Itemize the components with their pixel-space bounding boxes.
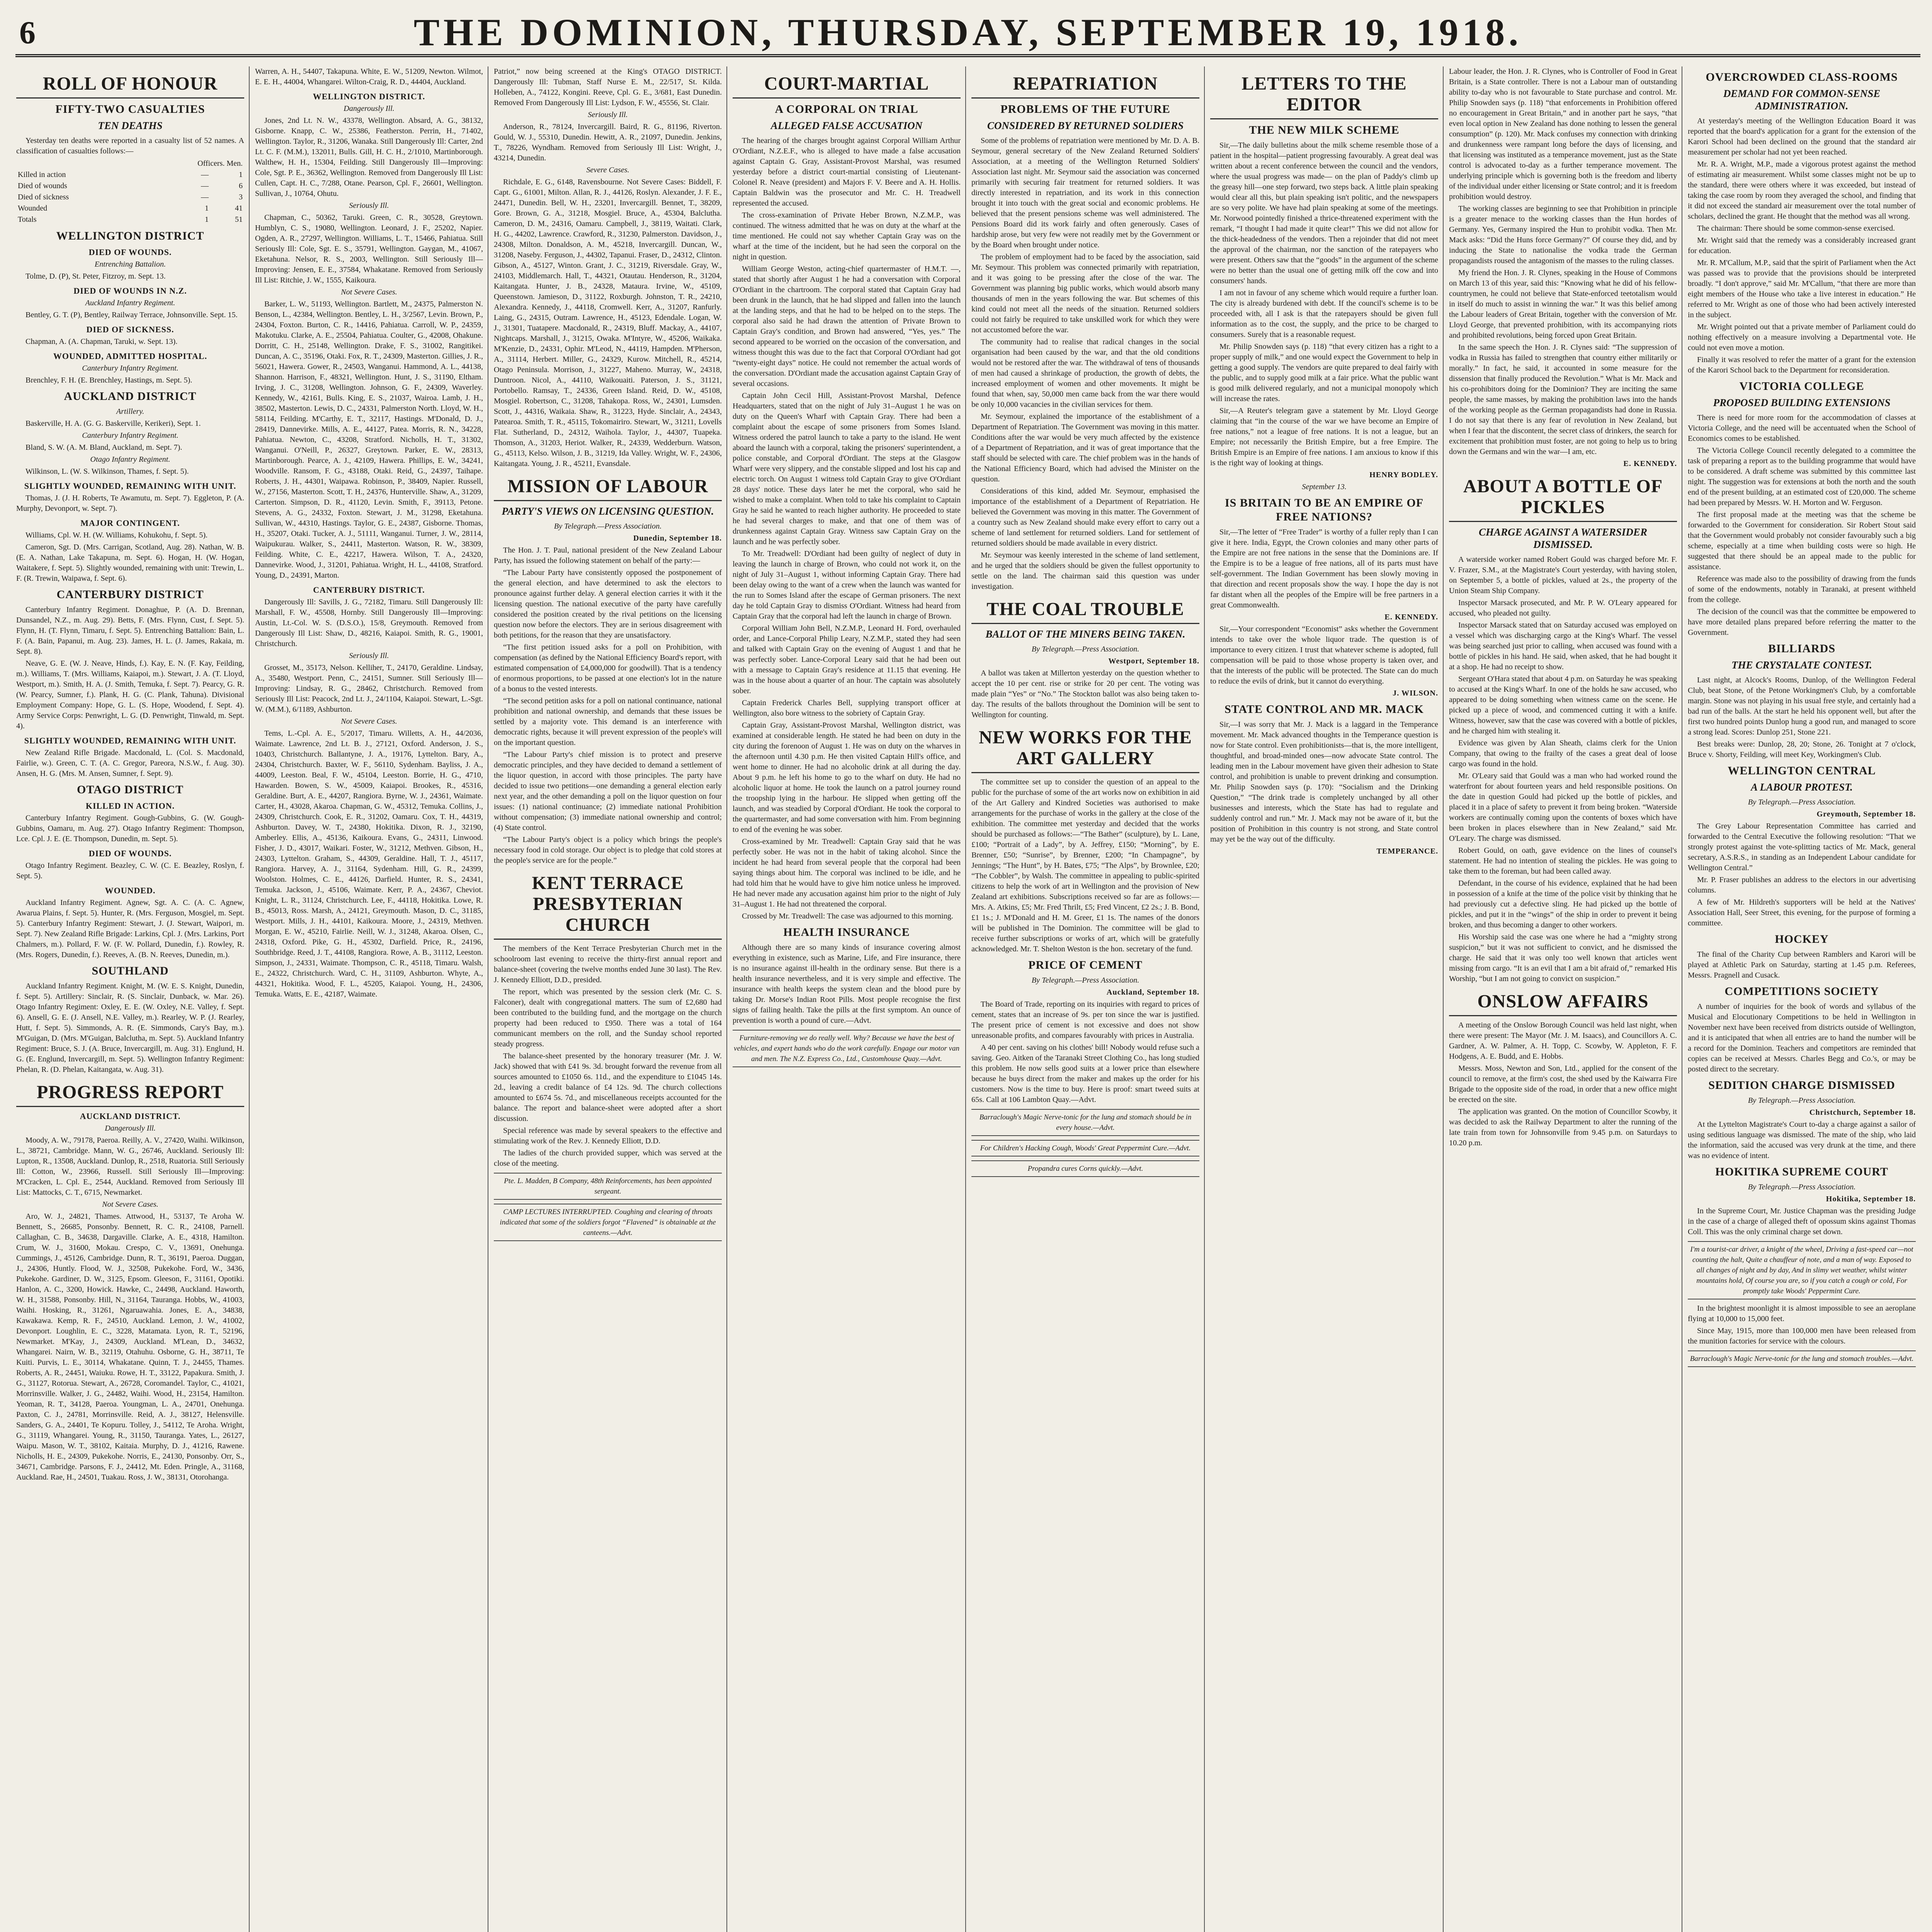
article-subheadline: DEMAND FOR COMMON-SENSE ADMINISTRATION. xyxy=(1723,88,1881,112)
casualty-entry: Thomas, J. (J. H. Roberts, Te Awamutu, m. Sept. 7). Eggleton, P. (A. Murphy, Devonport, w. Sept. 7). xyxy=(16,494,244,513)
column-rule xyxy=(249,66,250,1932)
tally-label: Wounded xyxy=(18,204,48,213)
dateline: Auckland, September 18. xyxy=(1106,988,1199,997)
article-paragraph: The hearing of the charges brought against Corporal William Arthur O'Ordiant, N.Z.E.F., who is alleged to have made a false accusation against Captain G. Gray, Assistant-Provost Marshal, was resumed yesterday before a district court-martial consisting of Lieutenant-Colonel R. Neave (president) and Majors F. V. Beere and A. H. Hollis. Captain Baldwin was the prosecutor and Mr. C. H. Treadwell represented the accused. xyxy=(733,136,961,207)
casualty-entry: Baskerville, H. A. (G. G. Baskerville, Kerikeri), Sept. 1. xyxy=(26,419,201,428)
masthead xyxy=(15,9,1920,57)
table-row xyxy=(16,180,244,192)
progress-entry: Dangerously Ill: Savills, J. G., 72182, Timaru. Still Dangerously Ill: Marshall, F. W., 45508, Hornby. Still Dangerously Ill—Improving: Austin, Lt.-Col. W. S. (D.S.O.), 15/8, Greymouth. Removed from Dangerously Ill List: Shaw, D., 48216, Kaiapoi. Smith, R. G., 19001, Christchurch. xyxy=(255,598,483,648)
article-paragraph: Reference was made also to the possibility of drawing from the funds of some of the endowments, notably in Taranaki, at present withheld from the college. xyxy=(1688,575,1916,604)
section-heading: CANTERBURY DISTRICT. xyxy=(313,585,425,595)
article-paragraph: Mr. R. M'Callum, M.P., said that the spirit of Parliament when the Act was passed was to provide that the provisions should be interpreted broadly. “I don't approve,” said Mr. M'Callum, “that there are more than eight members of the House who take a live interest in education.” He referred to Mr. Wright as one of those who had been actively interested in the subject. xyxy=(1688,259,1916,319)
article-paragraph: Messrs. Moss, Newton and Son, Ltd., applied for the consent of the council to remove, at the firm's cost, the shed used by the Kaiwarra Fire Brigade to the opposite side of the road, in order that a new office might be erected on the site. xyxy=(1449,1064,1677,1104)
article-headline: BILLIARDS xyxy=(1768,642,1836,655)
article-paragraph: The first proposal made at the meeting was that the scheme be forwarded to the Government for consideration. Sir Robert Stout said that the Government would probably not consider favourably such a big scheme, especially at a time when building costs were so high. He suggested that there should be an appeal made to the public for assistance. xyxy=(1688,510,1916,571)
article-subheadline: A CORPORAL ON TRIAL xyxy=(775,103,918,116)
article-paragraph: The Hon. J. T. Paul, national president of the New Zealand Labour Party, has issued the following statement on behalf of the party:— xyxy=(494,546,722,565)
casualty-entry: Neave, G. E. (W. J. Neave, Hinds, f.). Kay, E. N. (F. Kay, Feilding, m.). Williams, T. (Mrs. Williams, Kaiapoi, m.). Stewart, J. A. (T. Lloyd, Westport, m.). Smith, H. A. (J. Smith, Temuka, f. Sept. 7). Pearcy, G. R. (W. Pearcy, Sumner, f.). Plank, H. G. (C. Plank, Tahuna). Divisional Employment Company: Hope, G. L. (S. Hope, Woodend, f. Sept. 4). Army Service Corps: Penwright, L. G. (D. Penwright, Tinwald, m. Sept. 4). xyxy=(16,659,244,730)
article-subheadline: PARTY'S VIEWS ON LICENSING QUESTION. xyxy=(502,505,714,517)
table-row xyxy=(16,169,244,180)
advertisement: Propandra cures Corns quickly.—Advt. xyxy=(971,1160,1199,1177)
article-paragraph: Robert Gould, on oath, gave evidence on the lines of counsel's statement. He had no intention of stealing the pickles. He was going to take them to the foreman, but had been called away. xyxy=(1449,846,1677,876)
article-headline: HOCKEY xyxy=(1775,933,1829,946)
article-paragraph: The cross-examination of Private Heber Brown, N.Z.M.P., was continued. The witness admitted that he was on duty at the wharf at the time mentioned. He could not say whether Captain Gray was on the wharf at the time of the incident, but he had seen the corporal on the night in question. xyxy=(733,211,961,261)
section-heading: AUCKLAND DISTRICT. xyxy=(80,1111,181,1121)
deaths-subheading: TEN DEATHS xyxy=(98,120,163,131)
section-heading: SLIGHTLY WOUNDED, REMAINING WITH UNIT. xyxy=(24,481,236,491)
district-heading: SOUTHLAND xyxy=(92,964,169,977)
district-heading: AUCKLAND DISTRICT xyxy=(64,390,197,403)
article-paragraph: Inspector Marsack stated that on Saturday accused was employed on a vessel which was discharging cargo at the King's Wharf. The vessel was being searched just prior to calling, when accused was found with a bottle of pickles in his hand. He said, when asked, that he had bought it at a shop. He had no receipt to show. xyxy=(1449,621,1677,671)
column-4 xyxy=(733,66,961,1932)
article-paragraph: The ladies of the church provided supper, which was served at the close of the meeting. xyxy=(494,1149,722,1168)
column-8 xyxy=(1688,66,1916,1932)
progress-entry: Richdale, E. G., 6148, Ravensbourne. Not Severe Cases: Biddell, F. Capt. G., 61001, Milton. Allan, R. J., 44126, Roslyn. Alexander, J. F. E., 24471, Dunedin. Bell, W. H., 23201, Invercargill. Bennet, T., 38209, Gore. Brown, G. A., 31218, Mosgiel. Bruce, A., 45304, Balclutha. Cameron, D. M., 24316, Oamaru. Campbell, J., 38119, Waitati. Clark, H. G., 44202, Lawrence. Crawford, R., 31230, Palmerston. Davidson, J., 24308, Milton. Donaldson, A. M., 45218, Invercargill. Duncan, W., 31208, Naseby. Ferguson, J., 44302, Tapanui. Fraser, D., 24312, Clinton. Gibson, A., 45127, Winton. Grant, J. C., 31219, Riversdale. Gray, W., 24103, Middlemarch. Hall, T., 44321, Otautau. Henderson, R., 31204, Kaitangata. Hunter, J. B., 24328, Mataura. Irvine, W., 45109, Queenstown. Jamieson, D., 31122, Roxburgh. Johnston, T. R., 24210, Alexandra. Kennedy, J., 44118, Cromwell. Kerr, A., 31207, Ranfurly. Laing, G., 24315, Outram. Lawrence, H., 45123, Edendale. Logan, W. J., 31301, Tuatapere. Macdonald, R., 24319, Bluff. Mackay, A., 44107, Nightcaps. Marshall, J., 31215, Owaka. M'Intyre, W., 45206, Waikaka. M'Kenzie, D., 24331, Ophir. M'Leod, N., 44119, Hampden. M'Pherson, A., 31114, Herbert. Miller, G., 24329, Kurow. Mitchell, R., 45214, Otago Peninsula. Morrison, J., 31227, Maheno. Murray, W., 24318, Duntroon. Nicol, A., 44110, Waikouaiti. Paterson, J. S., 31121, Portobello. Ramsay, T., 24336, Green Island. Reid, D. W., 45108, Mosgiel. Robertson, C., 31208, Tahakopa. Ross, W., 24301, Lumsden. Scott, J., 44316, Waikaia. Shaw, R., 31223, Hyde. Sinclair, A., 24343, Patearoa. Smith, T. R., 45115, Tokomairiro. Stewart, W., 31211, Lovells Flat. Sutherland, D., 24312, Waihola. Taylor, J., 44307, Tuapeka. Thomson, A., 31203, Heriot. Walker, R., 24339, Wedderburn. Watson, G., 45113, Kelso. Wilson, J. B., 31219, Ida Valley. Wright, W. F., 24306, Kaitangata. Young, J. R., 45211, Evansdale. xyxy=(494,178,722,468)
article-headline: KENT TERRACE PRESBYTERIAN CHURCH xyxy=(494,873,722,940)
article-headline: OVERCROWDED CLASS-ROOMS xyxy=(1706,71,1898,83)
article-paragraph: “The Labour Party's object is a policy which brings the people's necessary food in cold storage. Our object is to pledge that cold stores at the people's service are for the people.” xyxy=(494,835,722,865)
tally-men: 6 xyxy=(239,182,243,190)
article-subheadline: THE CRYSTALATE CONTEST. xyxy=(1731,659,1872,671)
unit-heading: Seriously Ill. xyxy=(588,111,628,119)
column-1 xyxy=(16,66,244,1932)
casualty-entry: Tolme, D. (P), St. Peter, Fitzroy, m. Sept. 13. xyxy=(26,272,166,281)
tally-men: 51 xyxy=(235,215,243,224)
section-heading: DIED OF SICKNESS. xyxy=(86,325,174,334)
progress-entry: Barker, L. W., 51193, Wellington. Bartlett, M., 24375, Palmerston N. Benson, L., 42384, Wellington. Bentley, L. H., 3/2567, Levin. Brown, P., 24304, Foxton. Burton, C. R., 14416, Pahiatua. Carroll, W. P., 24359, Makotuku. Clarke, A. E., 25504, Pahiatua. Coulter, G., 42008, Ohakune. Dorritt, C. H., 25148, Wellington. Drake, F. S., 31002, Rangitikei. Duncan, A. C., 35196, Otaki. Fox, R. T., 24309, Masterton. Gillies, J. R., 56021, Hawera. Gower, R., 24503, Wanganui. Hammond, A. L., 44138, Shannon. Harrison, F., 48321, Wellington. Hunt, J. S., 31190, Eltham. Irving, J. C., 31208, Wellington. Johnson, G. F., 24309, Waverley. Kennedy, W., 42161, Bulls. King, E. S., 21037, Wairoa. Lamb, J. H., 38502, Masterton. Lewis, D. C., 24331, Palmerston North. Lloyd, W. H., 58114, Feilding. M'Carthy, E. T., 32117, Hastings. M'Donald, D. J., 28419, Dannevirke. Mills, A. E., 44127, Patea. Morris, R. N., 34228, Pahiatua. Newton, C., 43208, Stratford. Nicholls, H. T., 31302, Wanganui. O'Neill, P., 26327, Greytown. Parker, E. W., 28313, Martinborough. Pearce, A. J., 42109, Hawera. Phillips, E. W., 34241, Woodville. Ransom, F. G., 43188, Otaki. Reid, G., 24397, Taihape. Roberts, J. H., 44301, Waipawa. Robinson, P., 38409, Napier. Russell, W., 27156, Masterton. Scott, T. H., 24376, Hunterville. Shaw, A., 31209, Carterton. Simpson, D. R., 41120, Levin. Smith, F., 39113, Petone. Stevens, A. G., 24332, Foxton. Stewart, J. M., 31298, Eketahuna. Sullivan, W., 44310, Hastings. Taylor, G. E., 24387, Gisborne. Thomas, H., 35207, Otaki. Tucker, A. J., 51111, Wanganui. Turner, J. W., 28114, Waipukurau. Walker, S., 24411, Masterton. Watson, R. W., 38309, Feilding. White, C. E., 42217, Hawera. Wilson, T. A., 24320, Dannevirke. Wood, J., 31201, Pahiatua. Wright, H. L., 44108, Stratford. Young, D., 24391, Marton. xyxy=(255,300,483,580)
column-rule xyxy=(1204,66,1205,1932)
district-heading: CANTERBURY DISTRICT xyxy=(56,588,204,601)
progress-entry: Chapman, C., 50362, Taruki. Green, C. R., 30528, Greytown. Humblyn, C. S., 19080, Wellington. Leonard, J. F., 25202, Napier. Ogden, A. R., 27297, Wellington. Williams, L. T., 15466, Pahiatua. Still Seriously Ill: Cole, Sgt. E. S., 35791, Wellington. Gaygan, M., 41067, Eketahuna. Nelsor, R. S., 2003, Wellington. Still Seriously Ill—Improving: Jensen, E. E., 37584, Whakatane. Removed from Seriously Ill List: Ritchie, J. W., 1555, Kaikoura. xyxy=(255,213,483,284)
article-paragraph: Sergeant O'Hara stated that about 4 p.m. on Saturday he was speaking to accused at the King's Wharf. In one of the holds he saw accused, who appeared to be doing something when witness came on the scene. He picked up a piece of wood, and commenced cutting it with a knife. Witness, however, saw that the case was covered with a bottle of pickles, and he charged him with stealing it. xyxy=(1449,675,1677,735)
article-paragraph: The final of the Charity Cup between Ramblers and Karori will be played at Athletic Park on Saturday, starting at 1.45 p.m. Referees, Messrs. Pragnell and Cusack. xyxy=(1688,950,1916,980)
casualties-subheading: FIFTY-TWO CASUALTIES xyxy=(55,103,205,116)
unit-heading: Dangerously Ill. xyxy=(344,104,395,113)
byline: By Telegraph.—Press Association. xyxy=(1748,1183,1856,1191)
section-heading: MAJOR CONTINGENT. xyxy=(80,518,180,528)
article-headline: THE COAL TROUBLE xyxy=(971,599,1199,624)
section-heading: KILLED IN ACTION. xyxy=(85,801,175,811)
article-paragraph: “The second petition asks for a poll on national continuance, national prohibition and national ownership, and demands that these issues be settled by a majority vote. This demand is an interference with democratic rights, because it will prevent expression of the people's will on the important question. xyxy=(494,697,722,747)
table-row xyxy=(16,158,244,169)
letter-paragraph: I am not in favour of any scheme which would require a further loan. The city is already burdened with debt. If the council's scheme is to be proceeded with, all I ask is that the ratepayers should be given full information as to the cost, the supply, and the price to be charged to consumers. Surely that is a reasonable request. xyxy=(1210,289,1438,339)
unit-heading: Auckland Infantry Regiment. xyxy=(85,299,175,307)
progress-entry: Tems, L.-Cpl. A. E., 5/2017, Timaru. Willetts, A. H., 44/2036, Waimate. Lawrence, 2nd Lt. B. J., 27121, Oxford. Anderson, J. S., 10403, Christchurch. Ballantyne, J. A., 19176, Lyttelton. Bary, A., 24304, Christchurch. Baxter, W. F., 56110, Sydenham. Bayliss, J. A., 44009, Leeston. Beal, F. W., 45104, Leeston. Borrie, H. G., 4710, Hawarden. Bowen, S. W., 45009, Kaiapoi. Brookes, R., 45316, Geraldine. Burt, A. E., 44207, Rangiora. Byrne, W. J., 24361, Waimate. Carter, H., 43028, Akaroa. Chapman, G. W., 45312, Temuka. Collins, J., 24309, Christchurch. Cook, E. R., 31202, Oamaru. Cox, T. H., 44319, Ashburton. Davey, W. T., 24380, Hokitika. Dixon, R. J., 32190, Amberley. Ellis, A., 45136, Kaikoura. Evans, G., 24311, Linwood. Fisher, J. D., 43017, Waikari. Foster, W., 31212, Methven. Gibson, H., 24303, Lyttelton. Graham, S., 44309, Geraldine. Hall, T. J., 45117, Rangiora. Harvey, A. J., 31164, Sydenham. Hill, G. R., 24399, Woolston. Holmes, C. E., 44126, Darfield. Hunter, R. S., 24341, Temuka. Jackson, J., 45106, Waimate. Kerr, P. A., 24367, Cheviot. Knight, L. R., 31124, Christchurch. Lee, F., 44118, Hokitika. Lowe, R. B., 45013, Ross. Marsh, A., 24121, Greymouth. Mason, D. C., 31185, Westport. Mills, J. H., 44101, Kaikoura. Moore, J., 24319, Methven. Morgan, E. W., 45210, Fairlie. Neill, W. J., 31248, Akaroa. Olsen, C., 24318, Oxford. Pike, G. H., 45302, Darfield. Price, R., 24196, Southbridge. Reed, J. T., 44108, Rangiora. Rowe, A. B., 31112, Leeston. Simpson, J., 24331, Waimate. Thompson, C. R., 45118, Timaru. Walsh, E., 24322, Christchurch. Ward, C. H., 31109, Ashburton. Whyte, A., 44321, Hokitika. Wood, F. L., 45205, Kaiapoi. Young, H., 24306, Temuka. Watts, E. E., 42187, Waimate. xyxy=(255,729,483,998)
byline: By Telegraph.—Press Association. xyxy=(1031,976,1139,985)
article-paragraph: Mr. Seymour was keenly interested in the scheme of land settlement, and he urged that the soldiers should be given the fullest opportunity to settle on the land. The chairman said this question was under investigation. xyxy=(971,551,1199,591)
article-headline: HEALTH INSURANCE xyxy=(783,926,910,939)
dateline: Hokitika, September 18. xyxy=(1826,1195,1916,1203)
article-paragraph: Mr. Wright pointed out that a private member of Parliament could do nothing effectively on a measure involving a Departmental vote. He could not even move a motion. xyxy=(1688,323,1916,352)
unit-heading: Seriously Ill. xyxy=(349,201,389,210)
progress-report-heading: PROGRESS REPORT xyxy=(16,1082,244,1107)
advertisement: For Children's Hacking Cough, Woods' Great Peppermint Cure.—Advt. xyxy=(971,1140,1199,1156)
unit-heading: Not Severe Cases. xyxy=(102,1200,158,1209)
casualty-entry: Otago Infantry Regiment. Beazley, C. W. (C. E. Beazley, Roslyn, f. Sept. 5). xyxy=(16,861,244,880)
casualty-entry: Cameron, Sgt. D. (Mrs. Carrigan, Scotland, Aug. 28). Nathan, W. B. (E. A. Nathan, Lake Takapuna, m. Sept. 6). Hogan, H. (W. Hogan, Waitakere, f. Sept. 5). Slightly wounded, remaining with unit: Trewin, L. F. (R. Trewin, Waipawa, f. Sept. 6). xyxy=(16,543,244,583)
article-headline: STATE CONTROL AND MR. MACK xyxy=(1225,703,1424,716)
article-paragraph: There is need for more room for the accommodation of classes at Victoria College, and the need will be accentuated when the School of Economics comes to be established. xyxy=(1688,413,1916,443)
article-headline: COURT-MARTIAL xyxy=(733,73,961,99)
unit-heading: Dangerously Ill. xyxy=(105,1124,156,1133)
article-paragraph: William George Weston, acting-chief quartermaster of H.M.T. —, stated that shortly after August 1 he had a conversation with Corporal O'Ordiant in the chartroom. The corporal stated that Captain Gray had been drunk in the launch, that he had slipped and fallen into the launch at the landing steps, and that he had to be helped on to the steps. The corporal also said he had drawn the attention of Private Brown to Captain Gray's condition, and Brown had answered, “Yes, yes.” The second appeared to be worried on the occasion of the conversation, and witness thought this was due to the fact that Corporal O'Ordiant had got “twenty-eight days” notice. He could not remember the actual words of the conversation. D'Ordiant made the accusation against Captain Gray of several occasions. xyxy=(733,265,961,388)
letter-paragraph: My friend the Hon. J. R. Clynes, speaking in the House of Commons on March 13 of this year, said this: “Knowing what he did of his fellow-countrymen, he could not believe that State-enforced teetotalism would in itself do much to assist in winning the war.” It was this belief among the Labour leaders of Great Britain, together with the conversion of Mr. Lloyd George, that prevented prohibition, with its accompanying riots and prohibited revolutions, being forced upon Great Britain. xyxy=(1449,269,1677,340)
byline: By Telegraph.—Press Association. xyxy=(1748,798,1856,806)
article-headline: MISSION OF LABOUR xyxy=(494,476,722,501)
article-paragraph: Although there are so many kinds of insurance covering almost everything in existence, such as Marine, Life, and Fire insurance, there is no insurance against ill-health in the ordinary sense. But there is a health insurance nevertheless, and it is very simple and effective. The insurance with health keeps the system clean and the blood pure by taking Dr. Morse's Indian Root Pills. Most people recognise the first signs of failing health. Take the pills at the first symptom. An ounce of prevention is worth a pound of cure.—Advt. xyxy=(733,943,961,1025)
advertisement: Barraclough's Magic Nerve-tonic for the lung and stomach troubles.—Advt. xyxy=(1688,1350,1916,1367)
casualty-entry: Williams, Cpl. W. H. (W. Williams, Kohukohu, f. Sept. 5). xyxy=(26,531,208,539)
tally-men: 41 xyxy=(235,204,243,213)
article-paragraph: Mr. Wright said that the remedy was a considerably increased grant for education. xyxy=(1688,236,1916,255)
article-paragraph: The Board of Trade, reporting on its inquiries with regard to prices of cement, states that an increase of 9s. per ton since the war is justified. The present price of cement is not excessive and does not show unreasonable profits, and compares favourably with prices in Australia. xyxy=(971,1000,1199,1040)
letter-signature: E. KENNEDY. xyxy=(1384,613,1438,621)
unit-heading: Not Severe Cases. xyxy=(341,288,397,296)
article-headline: SEDITION CHARGE DISMISSED xyxy=(1708,1079,1895,1092)
letter-paragraph: Sir,—The letter of “Free Trader” is worthy of a fuller reply than I can give it here. India, Egypt, the Crown colonies and many other parts of the Empire are not free nations in the sense that the Dominions are. If the Empire is to be a league of free nations, all of its parts must have self-government. The Indian Government has been slowly moving in that direction and recent proposals show the way. I hope the day is not far distant when all the peoples of the Empire will be free partners in a great Commonwealth. xyxy=(1210,528,1438,609)
article-subheadline: ALLEGED FALSE ACCUSATION xyxy=(770,120,923,131)
letter-signature: J. WILSON. xyxy=(1393,689,1438,697)
casualty-entry: Auckland Infantry Regiment. Knight, M. (W. E. S. Knight, Dunedin, f. Sept. 5). Artillery: Sinclair, R. (S. Sinclair, Dunback, w. Mar. 26). Otago Infantry Regiment: Oxley, E. E. (W. Oxley, N.E. Valley, f. Sept. 6). Ansell, G. E. (J. Ansell, N.E. Valley, m.). Rearley, W. P. (J. Rearley, Hutt, f. Sept. 5). Simmonds, A. R. (E. Simmonds, Cary's Bay, m.). M'Guigan, D. (Mrs. M'Guigan, Balclutha, m. Sept. 5). Auckland Infantry Regiment: Bruce, S. J. (A. Bruce, Invercargill, m. Aug. 31). Englund, H. G. (E. Englund, Invercargill, m. Sept. 5). Wellington Infantry Regiment: Phelan, R. (D. Phelan, Kaitangata, w. Aug. 31). xyxy=(16,982,244,1074)
article-headline: ONSLOW AFFAIRS xyxy=(1449,991,1677,1016)
progress-entry: Patriot,” now being screened at the King's OTAGO DISTRICT. Dangerously Ill: Tubman, Staff Nurse E. M., 22/517, St. Kilda. Holleben, A., 74122, Kongini. Reeve, Cpl. G. E., 3/681, East Dunedin. Removed From Dangerously Ill List: Lydson, F. W., 45556, St. Clair. xyxy=(494,67,722,107)
article-paragraph: Cross-examined by Mr. Treadwell: Captain Gray said that he was perfectly sober. He was not in the habit of taking alcohol. Since the incident he had heard from several people that the corporal had been saying things about him. The corporal was inclined to be idle, and he had told him that he would have to give him notice unless he improved. He had never made any accusation against him prior to the night of July 31–August 1. He had not threatened the corporal. xyxy=(733,837,961,908)
article-paragraph: To Mr. Treadwell: D'Ordiant had been guilty of neglect of duty in leaving the launch in charge of Brown, who could not work it, on the night of July 31–August 1, without informing Captain Gray. There had been delay owing to the want of a crew when the launch was wanted for the run to Somes Island after the escape of German prisoners. The next day he told Captain Gray to dismiss O'Ordiant. Witness had heard from Captain Gray that the corporal had left the launch in charge of Brown. xyxy=(733,549,961,621)
article-headline: HOKITIKA SUPREME COURT xyxy=(1715,1165,1888,1178)
article-paragraph: Captain John Cecil Hill, Assistant-Provost Marshal, Defence Headquarters, stated that on the night of July 31–August 1 he was on duty on the Queen's Wharf with Captain Gray. There had been a complaint about the escape of some prisoners from Somes Island. Witness ordered the patrol launch to take a party to the island. He went aboard the launch with a corporal, taking the prisoners' superintendent, a police constable, and Corporal d'Ordiant. The steps at the Glasgow Wharf were very slippery, and the constable slipped and lost his cap and electric torch. On August 1 witness told Captain Gray to give O'Ordiant 28 days' notice. These days later he met the corporal, who said he wished to make a complaint. When told to take his complaint to Captain Gray he said he wanted to reach higher authority. He proceeded to state he had several charges to make, and that one of them was of drunkenness against Captain Gray. Witness saw Captain Gray on the launch and he was perfectly sober. xyxy=(733,391,961,546)
article-paragraph: Crossed by Mr. Treadwell: The case was adjourned to this morning. xyxy=(742,912,953,920)
article-paragraph: The application was granted. On the motion of Councillor Scowby, it was decided to ask the Railway Department to alter the running of the late train from town for Johnsonville from 9.45 p.m. on Saturdays to 10.20 p.m. xyxy=(1449,1107,1677,1147)
article-subheadline: A LABOUR PROTEST. xyxy=(1751,781,1853,793)
article-headline: IS BRITAIN TO BE AN EMPIRE OF FREE NATIONS? xyxy=(1225,497,1424,523)
progress-entry: Anderson, R., 78124, Invercargill. Baird, R. G., 81196, Riverton. Gould, W. J., 55310, Dunedin. Hewitt, A. R., 21097, Dunedin. Jenkins, T., 78226, Wyndham. Removed from Seriously Ill List: Wright, J., 43214, Dunedin. xyxy=(494,122,722,162)
casualty-entry: Auckland Infantry Regiment. Agnew, Sgt. A. C. (A. C. Agnew, Awarua Plains, f. Sept. 5). Hunter, R. (Mrs. Ferguson, Mosgiel, m. Sept. 5). Canterbury Infantry Regiment: Stewart, J. (J. Stewart, Waipori, m. Sept. 7). New Zealand Rifle Brigade: Larkins, Cpl. J. (Mrs. Larkins, Port Chalmers, m.). Pollard, F. W. (F. W. Pollard, Dunedin, f.). Rowley, R. (Mrs. Rogers, Dunedin, f.). Reeves, A. (B. N. Reeves, Dunedin, m.). xyxy=(16,898,244,959)
section-heading: WELLINGTON DISTRICT. xyxy=(313,92,425,101)
advertisement: Pte. L. Madden, B Company, 48th Reinforcements, has been appointed sergeant. xyxy=(494,1173,722,1200)
casualty-tally-table xyxy=(16,158,244,225)
tally-officers: — xyxy=(201,170,209,179)
district-heading: OTAGO DISTRICT xyxy=(77,783,184,796)
byline: By Telegraph.—Press Association. xyxy=(554,522,662,531)
tally-officers: 1 xyxy=(205,215,209,224)
article-paragraph: The Victoria College Council recently delegated to a committee the task of preparing a report as to the building programme that would have to be considered. A draft scheme was submitted by this committee last night. The suggestion was for extensions at both the north and the south end of the present building, at an estimated cost of £20,000. The scheme had been prepared by Messrs. W. H. Morton and W. Ferguson. xyxy=(1688,446,1916,507)
dateline: Christchurch, September 18. xyxy=(1809,1108,1916,1117)
article-headline: ABOUT A BOTTLE OF PICKLES xyxy=(1449,476,1677,522)
article-paragraph: Captain Gray, Assistant-Provost Marshal, Wellington district, was examined at considerable length. He stated he had been on duty in the city during the forenoon of August 1. He was on duty on the wharves in the afternoon until 4.30 p.m. He then visited Captain Hill's office, and went home to dinner. He had no alcoholic drink at all during the day. About 9 p.m. he left his home to go to the wharf on duty. He had no alcoholic liquor at home. He took the launch on a patrol journey round the troopship lying in the harbour. He slipped when getting off the launch, and was steadied by Corporal d'Ordiant. He took the corporal to the quartermaster, and had some conversation with him. From beginning to end of the evening he was sober. xyxy=(733,721,961,834)
casualty-entry: Canterbury Infantry Regiment. Gough-Gubbins, G. (W. Gough-Gubbins, Oamaru, m. Aug. 27). Otago Infantry Regiment: Thompson, Lce. Cpl. J. E. (E. Thompson, Dunedin, m. Sept. 5). xyxy=(16,814,244,843)
article-paragraph: A number of inquiries for the book of words and syllabus of the Musical and Elocutionary Competitions to be held in Wellington in November next have been received from districts outside of Wellington, and it is anticipated that when all entries are to hand the number will be a record for the Dominion. Teachers and competitors are reminded that copies can be received at Messrs. Charles Begg and Co.'s, or may be posted direct to the secretary. xyxy=(1688,1002,1916,1073)
article-paragraph: In the brightest moonlight it is almost impossible to see an aeroplane flying at 10,000 to 15,000 feet. xyxy=(1688,1304,1916,1323)
progress-entry: Warren, A. H., 54407, Takapuna. White, E. W., 51209, Newton. Wilmot, E. E. H., 44004, Whangarei. Wilton-Craig, R. D., 44404, Auckland. xyxy=(255,67,483,86)
article-subheadline: PROBLEMS OF THE FUTURE xyxy=(1000,103,1170,116)
article-headline: VICTORIA COLLEGE xyxy=(1739,380,1864,393)
progress-entry: Aro, W. J., 24821, Thames. Attwood, H., 53137, Te Aroha W. Bennett, S., 26685, Ponsonby. Bennett, R. C. R., 24108, Parnell. Callaghan, C. B., 34638, Dargaville. Clarke, A. E., 4318, Hamilton. Crum, W. J., 31600, Mokau. Crespo, C. V., 13691, Onehunga. Cummings, J., 45126, Cambridge. Dunn, R. T., 36191, Paeroa. Duggan, J., 24306, Huntly. Flood, W. J., 32508, Pukekohe. Ford, W., 3436, Pukekohe. Gardiner, D. W., 3125, Epsom. Gleeson, F., 31161, Opotiki. Hanlon, A. C., 3200, Howick. Hawke, C., 24498, Auckland. Haworth, W. H., 31588, Ponsonby. Hill, N., 31164, Tauranga. Hobbs, W., 41003, Waihi. Hosking, R., 31261, Ngaruawahia. Jones, E. A., 34838, Kawakawa. Kemp, R. F., 24510, Auckland. Lemon, J. W., 41002, Devonport. Loughlin, E. C., 3228, Matamata. Lyon, R. T., 52196, Newmarket. M'Kay, J., 24309, Auckland. M'Lean, D., 34632, Whangarei. Nairn, W. B., 32119, Otahuhu. Osborne, G. H., 38711, Te Kuiti. Purvis, L. E., 30114, Whakatane. Quinn, T. J., 24455, Thames. Roberts, A. R., 24451, Waiuku. Rowe, H. T., 33122, Papakura. Smith, J. G., 31127, Rotorua. Stewart, A., 26728, Coromandel. Taylor, C., 41021, Morrinsville. Walker, J. G., 24482, Waihi. Wood, H., 23154, Hamilton. Yeoman, R. T., 34128, Paeroa. Youngman, L. A., 24701, Onehunga. Paxton, C. J., 24781, Morrinsville. Reid, A. J., 38127, Helensville. Sanders, G. A., 24401, Te Kopuru. Tolley, J., 54112, Te Aroha. Wright, G., 31119, Whangarei. Young, R., 31150, Tauranga. Yates, L., 26127, Waipu. Mason, W. T., 38102, Kaitaia. Murphy, D. J., 41216, Rawene. Nicholls, H. E., 24309, Pukekohe. Norris, E., 24130, Ponsonby. Orr, S., 34671, Cambridge. Parsons, F. J., 24412, Mt. Eden. Pringle, A., 31168, Auckland. Rae, H., 24501, Tuakau. Ross, J. W., 38131, Otorohanga. xyxy=(16,1212,244,1481)
casualty-entry: Wilkinson, L. (W. S. Wilkinson, Thames, f. Sept. 5). xyxy=(26,467,189,476)
letter-paragraph: Sir,—The daily bulletins about the milk scheme resemble those of a patient in the hospital—patient progressing favourably. A great deal was written about a recent conference between the council and the vendors, where the usual progress was made— on the plan of Paddy's climb up the greasy hill—one step forward, two steps back. A little plain speaking would clear all this, but plain speaking isn't politic, and the newspapers are so very polite. We have had plain speaking at some of the meetings. Mr. Norwood pointedly finished a thrice-threatened experiment with the remark, “I thought I had made it quite clear!” This we did not allow for the thick-headedness of the vendors. Then a rejoinder that did not meet the approval of the chairman, nor the sanction of the ratepayers who were present. Others saw that the “goods” in the argument of the scheme were no better than the usual one of getting milk off the cow and into consumers' hands. xyxy=(1210,141,1438,285)
unit-heading: Canterbury Infantry Regiment. xyxy=(82,431,179,440)
newspaper-title: THE DOMINION, THURSDAY, SEPTEMBER 19, 1918. xyxy=(413,11,1522,54)
letter-paragraph: Mr. Philip Snowden says (p. 118) “that every citizen has a right to a proper supply of milk,” and one would expect the Government to help in getting a good supply. The vendors are quite prepared to deal fairly with the public, and to supply good milk at a fair price. What the public want is good milk delivered regularly, and not a municipal monopoly which will increase the rates. xyxy=(1210,342,1438,403)
column-rule xyxy=(1443,66,1444,1932)
tally-label: Died of sickness xyxy=(18,193,69,201)
column-rule xyxy=(965,66,966,1932)
article-headline: REPATRIATION xyxy=(971,73,1199,99)
table-row xyxy=(16,203,244,214)
letter-paragraph: Sir,—Your correspondent “Economist” asks whether the Government intends to take over the whole liquor trade. The question is of importance to every citizen. I trust that whatever scheme is adopted, full compensation will be paid to those whose property is taken over, and that the interests of the public will be protected. The State can do much to reduce the evils of drink, but it cannot do everything. xyxy=(1210,625,1438,685)
unit-heading: Not Severe Cases. xyxy=(341,717,397,726)
letter-signature: HENRY BODLEY. xyxy=(1369,471,1438,479)
page-number: 6 xyxy=(19,15,36,51)
article-paragraph: Considerations of this kind, added Mr. Seymour, emphasised the importance of the establishment of a Department of Repatriation. He believed the Government was moving in this matter. The Government of a country such as New Zealand should make every effort to carry out a scheme of land settlement for returned soldiers. Land for settlement of returned soldiers should be made available in every district. xyxy=(971,487,1199,548)
tally-label: Died of wounds xyxy=(18,182,67,190)
article-paragraph: Inspector Marsack prosecuted, and Mr. P. W. O'Leary appeared for accused, who pleaded not guilty. xyxy=(1449,599,1677,617)
column-rule xyxy=(726,66,727,1932)
article-headline: PRICE OF CEMENT xyxy=(1028,959,1143,971)
article-paragraph: The chairman: There should be some common-sense exercised. xyxy=(1697,224,1895,233)
casualty-intro: Yesterday ten deaths were reported in a casualty list of 52 names. A classification of casualties follows:— xyxy=(16,136,244,155)
tally-officers: — xyxy=(201,193,209,201)
column-3 xyxy=(494,66,722,1932)
progress-entry: Jones, 2nd Lt. N. W., 43378, Wellington. Absard, A. G., 38132, Gisborne. Knapp, C. W., 25386, Featherston. Perrin, H., 71402, Wellington. Taylor, R., 31206, Wanaka. Still Dangerously Ill: Carter, 2nd Lt. C. F. (M.M.), 132011, Bulls. Gill, H. C. H., 2/1010, Martinborough. Walthew, H. H., 15304, Feilding. Still Dangerously Ill—Improving: Cole, Sgt. P. E., 36362, Wellington. Removed from Dangerously Ill List: Cullen, Capt. H. C., 7/288, Otane. Pearson, Cpl. F., 26601, Wellington. Sullivan, J., 10764, Ohutu. xyxy=(255,116,483,198)
article-subheadline: CONSIDERED BY RETURNED SOLDIERS xyxy=(987,120,1184,131)
unit-heading: Entrenching Battalion. xyxy=(94,260,166,269)
tally-men: 3 xyxy=(239,193,243,201)
article-paragraph: A few of Mr. Hildreth's supporters will be held at the Natives' Association Hall, Seer Street, this evening, for the purpose of forming a committee. xyxy=(1688,898,1916,927)
tally-men: 1 xyxy=(239,170,243,179)
article-subheadline: THE NEW MILK SCHEME xyxy=(1249,124,1400,136)
article-paragraph: Special reference was made by several speakers to the effective and stimulating work of the Rev. J. Kennedy Elliott, D.D. xyxy=(494,1126,722,1145)
casualty-entry: Canterbury Infantry Regiment. Donaghue, P. (A. D. Brennan, Dunsandel, N.Z., m. Aug. 29). Betts, F. (Mrs. Flynn, Cust, f. Sept. 5). Flynn, H. (T. Flynn, Timaru, f. Sept. 5). Entrenching Battalion: Bain, L. F. (A. Bain, Papanui, m. Aug. 23). James, H. L. (J. James, Rakaia, m. Sept. 8). xyxy=(16,605,244,656)
article-paragraph: The problem of employment had to be faced by the association, said Mr. Seymour. This problem was connected primarily with repatriation, and it was going to be pressing after the close of the war. The Government was planning big public works, which would absorb many thousands of men in the years following the war. But schemes of this kind could not meet all the needs of the situation. Returned soldiers could not fairly be required to take unskilled work for which they were not accustomed before the war. xyxy=(971,253,1199,334)
article-paragraph: “The Labour Party's chief mission is to protect and preserve democratic principles, and they have decided to demand a settlement of the liquor question, in accord with those principles. The party have decided to issue two petitions—one demanding a general election early next year, and the other demanding a poll on the liquor question on four issues: (1) national continuance; (2) immediate national Prohibition without compensation; (3) immediate national ownership and control; (4) State control. xyxy=(494,750,722,832)
progress-entry: Grosset, M., 35173, Nelson. Kelliher, T., 24170, Geraldine. Lindsay, A., 35480, Westport. Penn, C., 24151, Sumner. Still Seriously Ill—Improving: Lindsay, R. G., 28462, Christchurch. Removed from Seriously Ill List: Peacock, 2nd Lt. J., 24/1104, Kaiapoi. Stewart, L.-Sgt. W. (M.M.), 6/1189, Ashburton. xyxy=(255,663,483,714)
article-subheadline: PROPOSED BUILDING EXTENSIONS xyxy=(1713,397,1891,408)
letter-signature: TEMPERANCE. xyxy=(1376,847,1438,855)
column-7 xyxy=(1449,66,1677,1932)
article-paragraph: In the Supreme Court, Mr. Justice Chapman was the presiding Judge in the case of a charge of alleged theft of opossum skins against Thomas Coll. This was the only criminal charge set down. xyxy=(1688,1207,1916,1236)
article-paragraph: The Grey Labour Representation Committee has carried and forwarded to the Central Executive the following resolution: “That we strongly protest against the vote-splitting tactics of Mr. Mack, general secretary, A.S.R.S., in standing as an Independent Labour candidate for Wellington Central.” xyxy=(1688,822,1916,872)
article-paragraph: His Worship said the case was one where he had a “mighty strong suspicion,” but it was not sufficient to convict, and he dismissed the charge. He said that it was only too well known that articles went missing from cargo. “It is an evil that I am a bit afraid of,” remarked His Worship, “but I am not going to convict on suspicion.” xyxy=(1449,933,1677,983)
article-paragraph: Mr. P. Fraser publishes an address to the electors in our advertising columns. xyxy=(1688,876,1916,895)
article-headline: LETTERS TO THE EDITOR xyxy=(1210,73,1438,119)
article-paragraph: Since May, 1915, more than 100,000 men have been released from the munition factories for service with the colours. xyxy=(1688,1327,1916,1345)
unit-heading: Canterbury Infantry Regiment. xyxy=(82,364,179,372)
article-paragraph: The balance-sheet presented by the honorary treasurer (Mr. J. W. Jack) showed that with £41 9s. 3d. brought forward the revenue from all sources amounted to £1050 6s. 11d., and the expenditure to £1045 14s. 2d., leaving a credit balance of £4 12s. 9d. The church collections amounted to £674 5s. 7d., and miscellaneous receipts accounted for the balance. The report and balance-sheet were adopted after a short discussion. xyxy=(494,1052,722,1123)
article-paragraph: A ballot was taken at Millerton yesterday on the question whether to accept the 10 per cent. rise or strike for 20 per cent. The voting was made plain “Yes” or “No.” The Stockton ballot was also being taken to-day. The results of the ballots throughout the Dominion will be sent to Wellington for counting. xyxy=(971,669,1199,719)
column-6 xyxy=(1210,66,1438,1932)
dateline: Westport, September 18. xyxy=(1108,657,1199,665)
unit-heading: Seriously Ill. xyxy=(349,651,389,660)
unit-heading: Otago Infantry Regiment. xyxy=(90,455,170,464)
casualty-entry: Bentley, G. T. (P), Bentley, Railway Terrace, Johnsonville. Sept. 15. xyxy=(26,311,238,319)
article-subheadline: BALLOT OF THE MINERS BEING TAKEN. xyxy=(985,628,1185,640)
article-paragraph: At yesterday's meeting of the Wellington Education Board it was reported that the board's application for a grant for the extension of the Karori School had been declined on the ground that the standard air measurement per scholar had not yet been reached. xyxy=(1688,117,1916,156)
article-paragraph: At the Lyttelton Magistrate's Court to-day a charge against a sailor of using seditious language was dismissed. The mate of the ship, who laid the information, said the accused was very drunk at the time, and there was no evidence of intent. xyxy=(1688,1120,1916,1160)
article-paragraph: Mr. Seymour, explained the importance of the establishment of a Department of Repatriation. The Government was moving in this matter. Conditions after the war would be very much affected by the existence of a Department of Repatriation, and it was of great importance that the staff should be selected with care. The chief problem was in the hands of the National Efficiency Board, which had advised the Minister on the question. xyxy=(971,412,1199,483)
column-5 xyxy=(971,66,1199,1932)
article-paragraph: A 40 per cent. saving on his clothes' bill! Nobody would refuse such a saving. Geo. Aitken of the Taranaki Street Clothing Co., has long studied this problem. He now sells good suits at a lower price than elsewhere because he buys direct from the maker and makes up the order for his customers. Now is the time to buy. Here is proof: smart tweed suits at 65s. Call at 106 Lambton Quay.—Advt. xyxy=(971,1043,1199,1104)
dateline: Greymouth, September 18. xyxy=(1816,810,1916,818)
article-paragraph: A meeting of the Onslow Borough Council was held last night, when there were present: The Mayor (Mr. J. M. Isaacs), and Councillors A. C. Gardner, A. W. Palmer, A. H. Topp, C. Scowby, W. Appleton, F. F. Hodgens, A. E. Budd, and E. Hobbs. xyxy=(1449,1021,1677,1061)
tally-header: Officers. Men. xyxy=(197,159,243,168)
section-heading: WOUNDED. xyxy=(105,886,156,895)
unit-heading: Severe Cases. xyxy=(586,166,629,174)
advertisement: CAMP LECTURES INTERRUPTED. Coughing and clearing of throats indicated that some of the soldiers forgot “Flavened” is obtainable at the canteens.—Advt. xyxy=(494,1204,722,1241)
unit-heading: Artillery. xyxy=(116,407,145,416)
advertisement: Barraclough's Magic Nerve-tonic for the lung and stomach should be in every house.—Advt. xyxy=(971,1109,1199,1136)
article-paragraph: The community had to realise that radical changes in the social organisation had been caused by the war, and that the old conditions would not be restored after the war. The withdrawal of tens of thousands of men had caused a shrinkage of production, the growth of debts, the increased employment of women and other movements. It might be found that when, say, 50,000 men came back from the war there would be only 10,000 vacancies in the civilian services for them. xyxy=(971,338,1199,409)
advertisement: Furniture-removing we do really well. Why? Because we have the best of vehicles, and expert hands who do the work carefully. Engage our motor van and men. The N.Z. Express Co., Ltd., Customhouse Quay.—Advt. xyxy=(733,1030,961,1067)
article-paragraph: The decision of the council was that the committee be empowered to have more detailed plans prepared before referring the matter to the Government. xyxy=(1688,607,1916,637)
section-heading: DIED OF WOUNDS IN N.Z. xyxy=(73,286,187,296)
column-2 xyxy=(255,66,483,1932)
section-heading: SLIGHTLY WOUNDED, REMAINING WITH UNIT. xyxy=(24,736,236,745)
tally-officers: 1 xyxy=(205,204,209,213)
district-heading: WELLINGTON DISTRICT xyxy=(56,230,204,242)
casualty-entry: Chapman, A. (A. Chapman, Taruki, w. Sept. 13). xyxy=(26,337,178,346)
article-paragraph: The committee set up to consider the question of an appeal to the public for the purchase of some of the art works now on exhibition in aid of the Art Gallery and Kindred Societies was authorised to make arrangements for the purchase of works in the gallery at the close of the exhibition. The committee met yesterday and decided that the works should be purchased as follows:—“The Bather” (sculpture), by L. Lane, £100; “Portrait of a Lady”, by A. Jeffrey, £150; “Morning”, by E. Brenner, £50; “Sunrise”, by Brenner, £200; “In Champagne”, by Jennings; “The Hunt”, by H. Bates, £75; “The Alps”, by Brownlee, £20; “The Cobbler”, by Walsh. The committee in appealing to public-spirited citizens to help the work of art in Wellington and the provision of New Zealand art exhibitions. Subscriptions received so far are as follows:—Mrs. A. Atkins, £5; Mr. Fred Thrilt, £5; Fred Vincent, £2 2s.; J. B. Bond, £1 1s.; J. M'Donald and H. M. Greer, £1 1s. The names of the donors will be published in The Dominion. The committee will be glad to receive further subscriptions or works of art, which will be gratefully acknowledged. Mr. T. Shelton Weston is the hon. secretary of the fund. xyxy=(971,778,1199,953)
advertisement: I'm a tourist-car driver, a knight of the wheel, Driving a fast-speed car—not counting the halt, Quite a chauffeur of note, and a man of way. Exposed to all changes of night and by day, And in slimy wet weather, whilst winter mountains hold, Of course you are, so if you catch a cough or cold, For promptly take Woods' Peppermint Cure. xyxy=(1688,1241,1916,1299)
progress-entry: Moody, A. W., 79178, Paeroa. Reilly, A. V., 27420, Waihi. Wilkinson, L., 38721, Cambridge. Mann, W. G., 26746, Auckland. Seriously Ill: Lupton, R., 13508, Auckland. Dunlop, R., 2518, Ruatoria. Still Seriously Ill: Cotton, W., 23966, Russell. Still Seriously Ill—Improving: M'Cracken, L. Cpl. E., 2544, Auckland. Removed from Seriously Ill List: Mattocks, C. T., 6715, Newmarket. xyxy=(16,1136,244,1197)
section-heading: DIED OF WOUNDS. xyxy=(88,247,172,257)
tally-label: Killed in action xyxy=(18,170,66,179)
article-subheadline: CHARGE AGAINST A WATERSIDER DISMISSED. xyxy=(1479,526,1647,550)
letter-paragraph: In the same speech the Hon. J. R. Clynes said: “The suppression of vodka in Russia has failed to strengthen that country either militarily or morally.” In fact, he said, it accounted in some measure for the dissension that finally produced the Revolution.” What is Mr. Mack and his co-prohibitors doing for the Dominion? They are inciting the same people, the same masses, by making the prohibition laws into the hands of the working people as the German propagandists had done in Russia. I do not say that there is any fear of revolution in New Zealand, but when I fear that the discontent, the secret class of drinkers, the search for excitement that prohibition must foster, are not going to help us to bring down the Germans and win the war—I am, etc. xyxy=(1449,343,1677,456)
casualty-entry: Brenchley, F. H. (E. Brenchley, Hastings, m. Sept. 5). xyxy=(26,376,192,384)
article-paragraph: Evidence was given by Alan Sheath, claims clerk for the Union Company, that owing to the frailty of the cases a great deal of loose cargo was found in the hold. xyxy=(1449,739,1677,768)
roll-of-honour-heading: ROLL OF HONOUR xyxy=(16,73,244,99)
tally-officers: — xyxy=(201,182,209,190)
byline: By Telegraph.—Press Association. xyxy=(1748,1096,1856,1105)
article-paragraph: Defendant, in the course of his evidence, explained that he had been in possession of a knife at the time of the police visit by thinking that he had previously cut a defective sling. He had picked up the bottle of pickles, and put it in the “wings” of the ship in order to prevent it being broken, and thus becoming a danger to other workers. xyxy=(1449,879,1677,929)
article-paragraph: Captain Frederick Charles Bell, supplying transport officer at Wellington, also bore witness to the sobriety of Captain Gray. xyxy=(733,699,961,718)
article-paragraph: Corporal William John Bell, N.Z.M.P., Leonard H. Ford, overhauled order, and Lance-Corporal Philip Leary, N.Z.M.P., stated they had seen and talked with Captain Gray on the evening of August 1 and that he was perfectly sober. Lance-Corporal Leary said that he had been out with a message to Captain Gray's residence at 11.15 that evening. He was in the house about a quarter of an hour. The captain was absolutely sober. xyxy=(733,624,961,695)
article-paragraph: Mr. R. A. Wright, M.P., made a vigorous protest against the method of estimating air measurement. Whilst some classes might not be up to the standard, there were others where it was exceeded, but instead of taking the case room by room they averaged the school, and finding that it did not exceed the standard air measurement over the total number of scholars, declined the grant. He thought that the method was all wrong. xyxy=(1688,160,1916,221)
letter-paragraph: The working classes are beginning to see that Prohibition in principle is a greater menace to the working classes than the Hun hordes of Germany. Yes, Germany inspired the Hun to prohibit vodka. Then Mr. Mack asks: “Did the Huns force Germany?” Of course they did, and by inducing the State to nationalise the vodka trade the German propagandists roused the antagonism of the masses to the ruling classes. xyxy=(1449,204,1677,265)
table-row xyxy=(16,192,244,203)
article-paragraph: Mr. O'Leary said that Gould was a man who had worked round the waterfront for about fourteen years and held responsible positions. On the date in question Gould had picked up the bottle of pickles, and placed it in a place of safety to prevent it from being broken. “Waterside workers are continually coming upon the contents of boxes which have been broken in places elsewhere than in New Zealand,” said Mr. O'Leary. The charge was dismissed. xyxy=(1449,772,1677,843)
article-paragraph: A waterside worker named Robert Gould was charged before Mr. F. V. Frazer, S.M., at the Magistrate's Court yesterday, with having stolen, on September 5, a bottle of pickles, valued at 2s., the property of the Union Steam Ship Company. xyxy=(1449,555,1677,595)
letter-paragraph: Labour leader, the Hon. J. R. Clynes, who is Controller of Food in Great Britain, is a State controller. There is not a Labour man of outstanding ability to-day who is not favourable to State purchase and control. Mr. Philip Snowden says (p. 118) “that enforcements in Prohibition offered no encouragement in Great Britain,” and in another part he says, “that even local option in New Zealand has done nothing to lessen the general consumption” (p. 120). Mr. Mack confuses my connection with drinking and drunkenness were rampant long before the days of licensing, and that licensing was instituted as a temperance movement, just as the State control is advocated to-day as a further temperance movement. The underlying principle which is governing both is the freedom and liberty of the individual under either licensing or State control; and it is freedom prohibition would destroy. xyxy=(1449,67,1677,201)
tally-label: Totals xyxy=(18,215,37,224)
letter-date: September 13. xyxy=(1302,483,1347,491)
article-paragraph: Best breaks were: Dunlop, 28, 20; Stone, 26. Tonight at 7 o'clock, Bruce v. Shorty, Feilding, will meet Key, Workingmen's Club. xyxy=(1688,740,1916,759)
letter-signature: E. KENNEDY. xyxy=(1623,459,1677,468)
dateline: Dunedin, September 18. xyxy=(633,534,722,543)
article-paragraph: “The Labour Party have consistently opposed the postponement of the general election, and have determined to ask the electors to pronounce against further delay. A general election carries it with it the licensing question. The national executive of the party have carefully considered the position created by the rival petitions on the licensing question now before the electors. They are in serious disagreement with both petitions, for the reason that they are unsatisfactory. xyxy=(494,568,722,639)
section-heading: DIED OF WOUNDS. xyxy=(88,849,172,858)
section-heading: WOUNDED, ADMITTED HOSPITAL. xyxy=(53,351,207,361)
article-paragraph: Some of the problems of repatriation were mentioned by Mr. D. A. B. Seymour, general secretary of the New Zealand Returned Soldiers' Association, at a meeting of the Wellington Returned Soldiers' Association last night. Mr. Seymour said the association was concerned primarily with securing fair treatment for returned soldiers. It was directly interested in repatriation, and its work in this connection brought it into touch with the great social and economic problems. He believed that the present pensions scheme was well administered. The Pensions Board did its work fairly and often generously. Cases of hardship arose, but very few were not readily met by the Government or by the Board when brought under notice. xyxy=(971,136,1199,249)
article-paragraph: The report, which was presented by the session clerk (Mr. C. S. Falconer), dealt with congregational matters. The sum of £2,680 had been contributed to the building fund, and the mortgage on the church property had been reduced to £950. There was a total of 164 communicant members on the roll, and the Sunday school reported steady progress. xyxy=(494,988,722,1048)
article-headline: WELLINGTON CENTRAL xyxy=(1728,764,1876,777)
byline: By Telegraph.—Press Association. xyxy=(1031,645,1139,653)
letter-paragraph: Sir,—A Reuter's telegram gave a statement by Mr. Lloyd George claiming that “in the course of the war we have become an Empire of free nations,” not a league of free nations. It is not a league, but an Empire; not necessarily the British Empire, but a free Empire. The British Empire is an Empire of free nations. I am anxious to know if this is the right way of looking at things. xyxy=(1210,406,1438,467)
article-paragraph: Last night, at Alcock's Rooms, Dunlop, of the Wellington Federal Club, beat Stone, of the Petone Workingmen's Club, by a comfortable margin. Stone was not playing in his usual free style, and certainly had a bad run of the balls. At the start he held his opponent well, but after the first two hundred points Dunlop hung a good run, and managed to score a strong lead. Scores: Dunlop 251, Stone 221. xyxy=(1688,676,1916,736)
letter-paragraph: Sir,—I was sorry that Mr. J. Mack is a laggard in the Temperance movement. Mr. Mack advanced thoughts in the Temperance question is now for State control. Even prohibitionists—that is, the more intelligent, thoughtful, and broad-minded ones—now advocate State control. The leading men in the Labour movement have given their adhesion to State control, and prohibition is unable to prevent drinking and consumption. Mr. Philip Snowden says (p. 170): “Socialism and the Drinking Question,” “The drink trade is completely unchanged by all other businesses and interests, which the State has had to regulate and suddenly control and run.” Mr. J. Mack may not be aware of it, but the position of Prohibition in this country is not strong, and State control may yet be the way out of the difficulty. xyxy=(1210,720,1438,844)
table-row xyxy=(16,214,244,225)
article-headline: NEW WORKS FOR THE ART GALLERY xyxy=(971,727,1199,773)
casualty-entry: Bland, S. W. (A. M. Bland, Auckland, m. Sept. 7). xyxy=(26,443,182,452)
article-headline: COMPETITIONS SOCIETY xyxy=(1725,985,1879,998)
article-paragraph: The members of the Kent Terrace Presbyterian Church met in the schoolroom last evening to receive the thirty-first annual report and balance-sheet (covering the twelve months ended June 30 last). The Rev. J. Kennedy Elliott, D.D., presided. xyxy=(494,944,722,984)
article-paragraph: “The first petition issued asks for a poll on Prohibition, with compensation (as defined by the National Efficiency Board's report, with estimated compensation of £4,000,000 for goodwill). That is a tendency of enormous proportions, to be passed at one election's lot in the nature of a bonus to the vested interests. xyxy=(494,643,722,693)
article-paragraph: Finally it was resolved to refer the matter of a grant for the extension of the Karori School back to the Department for reconsideration. xyxy=(1688,355,1916,374)
casualty-entry: New Zealand Rifle Brigade. Macdonald, L. (Col. S. Macdonald, Fairlie, w.). Green, C. T. (A. C. Gregor, Pareora, N.S.W., f. Aug. 30). Ansen, H. G. (Mrs. M. Ansen, Sumner, f. Sept. 9). xyxy=(16,748,244,778)
